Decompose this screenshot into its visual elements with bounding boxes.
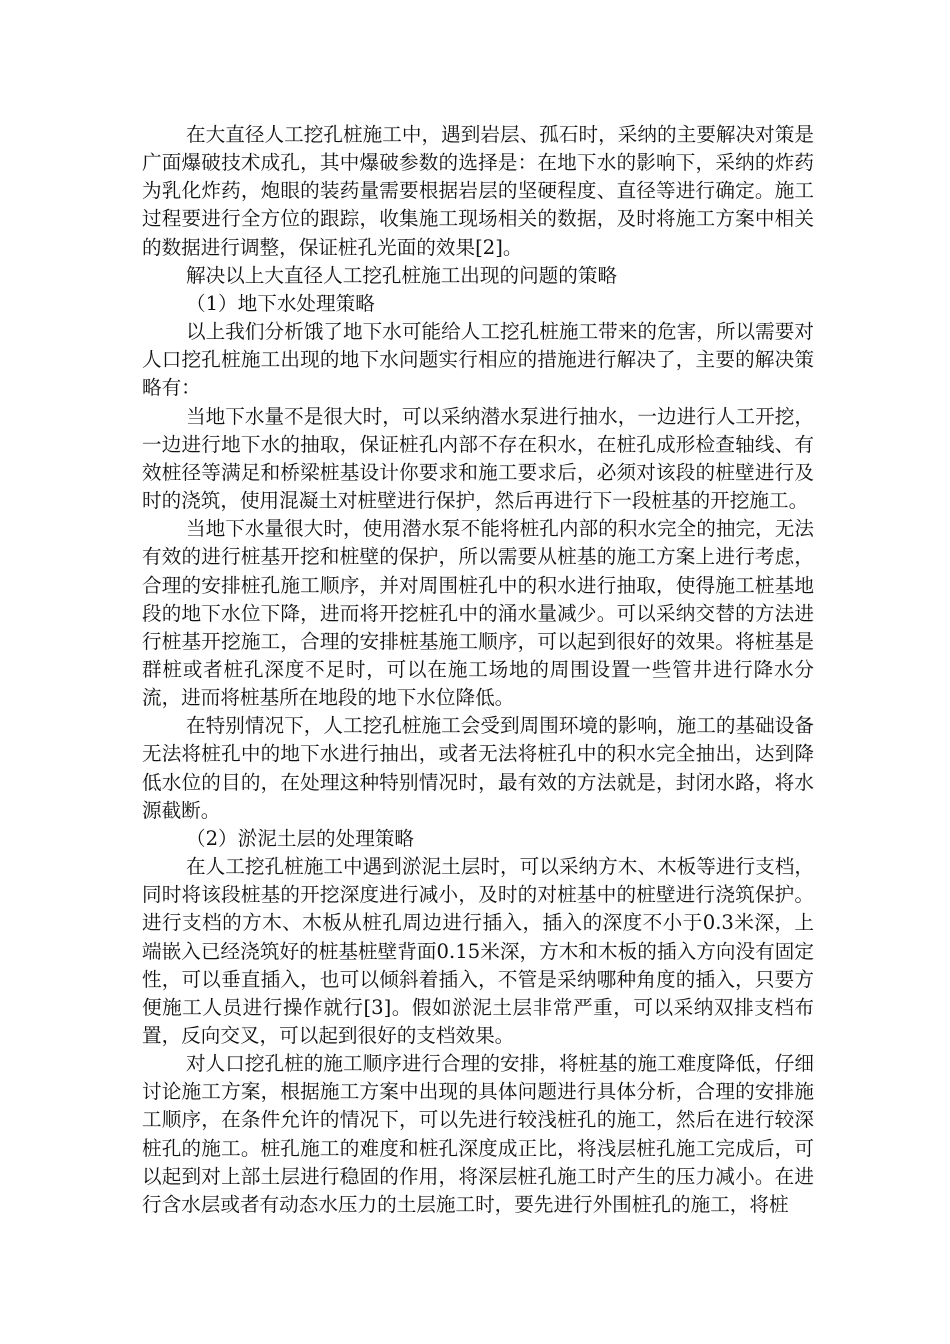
- paragraph-blasting-measures: 在大直径人工挖孔桩施工中，遇到岩层、孤石时，采纳的主要解决对策是广面爆破技术成孔，其中爆破参数的选择是：在地下水的影响下，采纳的炸药为乳化炸药，炮眼的装药量需要根据岩层的坚硬程度、直径等进行确定。施工过程要进行全方位的跟踪，收集施工现场相关的数据，及时将施工方案中相关的数据进行调整，保证桩孔光面的效果[2]。: [142, 123, 814, 259]
- paragraph-groundwater-intro: 以上我们分析饿了地下水可能给人工挖孔桩施工带来的危害，所以需要对人口挖孔桩施工出现的地下水问题实行相应的措施进行解决了，主要的解决策略有：: [142, 320, 814, 400]
- paragraph-special-conditions: 在特别情况下，人工挖孔桩施工会受到周围环境的影响，施工的基础设备无法将桩孔中的地下水进行抽出，或者无法将桩孔中的积水完全抽出，达到降低水位的目的，在处理这种特别情况时，最有效的方法就是，封闭水路，将水源截断。: [142, 714, 814, 822]
- paragraph-construction-sequence: 对人口挖孔桩的施工顺序进行合理的安排，将桩基的施工难度降低，仔细讨论施工方案，根据施工方案中出现的具体问题进行具体分析，合理的安排施工顺序，在条件允许的情况下，可以先进行较浅桩孔的施工，然后在进行较深桩孔的施工。桩孔施工的难度和桩孔深度成正比，将浅层桩孔施工完成后，可以起到对上部土层进行稳固的作用，将深层桩孔施工时产生的压力减小。在进行含水层或者有动态水压力的土层施工时，要先进行外围桩孔的施工，将桩: [142, 1052, 814, 1216]
- section-heading-silt-layer: （2）淤泥土层的处理策略: [186, 826, 414, 850]
- paragraph-silt-support: 在人工挖孔桩施工中遇到淤泥土层时，可以采纳方木、木板等进行支档，同时将该段桩基的开挖深度进行减小，及时的对桩基中的桩壁进行浇筑保护。进行支档的方木、木板从桩孔周边进行插入，插入的深度不小于0.3米深，上端嵌入已经浇筑好的桩基桩壁背面0.15米深，方木和木板的插入方向没有固定性，可以垂直插入，也可以倾斜着插入，不管是采纳哪种角度的插入，只要方便施工人员进行操作就行[3]。假如淤泥土层非常严重，可以采纳双排支档布置，反向交叉，可以起到很好的支档效果。: [142, 855, 814, 1047]
- document-body: [142, 121, 814, 1219]
- paragraph-small-water-volume: 当地下水量不是很大时，可以采纳潜水泵进行抽水，一边进行人工开挖，一边进行地下水的抽取，保证桩孔内部不存在积水，在桩孔成形检查轴线、有效桩径等满足和桥梁桩基设计你要求和施工要求后，必须对该段的桩壁进行及时的浇筑，使用混凝土对桩壁进行保护，然后再进行下一段桩基的开挖施工。: [142, 404, 814, 513]
- paragraph-large-water-volume: 当地下水量很大时，使用潜水泵不能将桩孔内部的积水完全的抽完，无法有效的进行桩基开挖和桩壁的保护，所以需要从桩基的施工方案上进行考虑，合理的安排桩孔施工顺序，并对周围桩孔中的积水进行抽取，使得施工桩基地段的地下水位下降，进而将开挖桩孔中的涌水量减少。可以采纳交替的方法进行桩基开挖施工，合理的安排桩基施工顺序，可以起到很好的效果。将桩基是群桩或者桩孔深度不足时，可以在施工场地的周围设置一些管井进行降水分流，进而将桩基所在地段的地下水位降低。: [142, 517, 814, 710]
- paragraph-strategy-heading: 解决以上大直径人工挖孔桩施工出现的问题的策略: [186, 263, 618, 287]
- section-heading-groundwater: （1）地下水处理策略: [186, 291, 375, 315]
